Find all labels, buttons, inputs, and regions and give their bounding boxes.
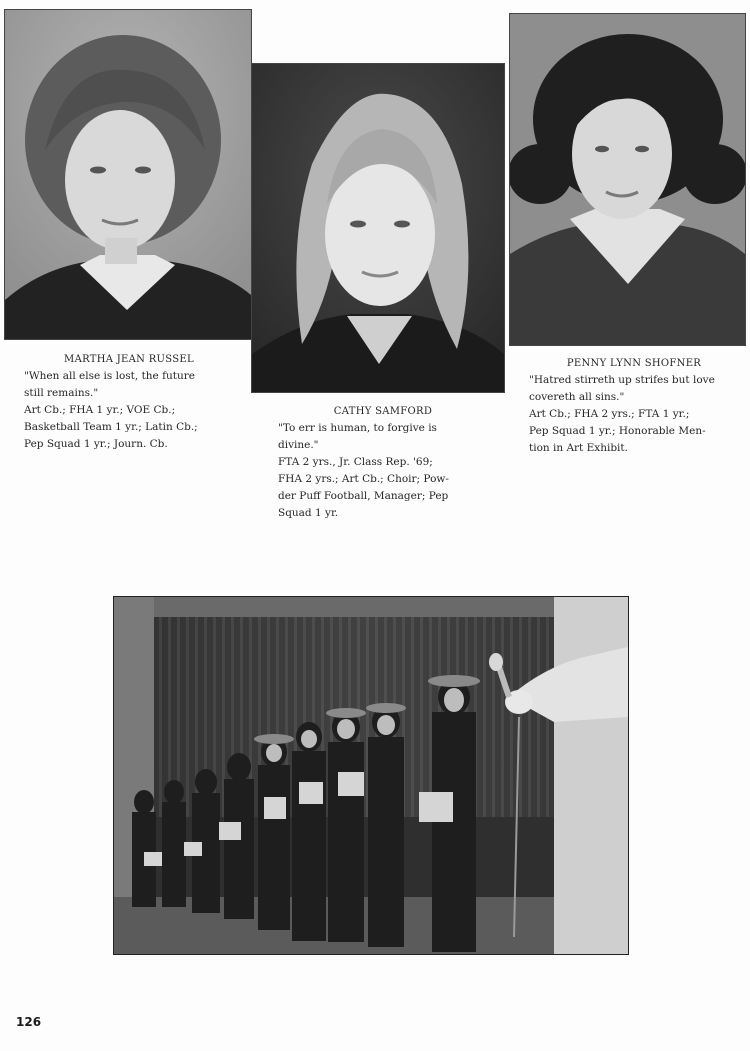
caption-penny-lynn-shofner: [529, 355, 739, 457]
portrait-photo-cathy-samford: [251, 63, 505, 393]
portrait-photo-penny-lynn-shofner: [509, 13, 746, 346]
caption-martha-jean-russel: [24, 351, 234, 453]
caption-line: Basketball Team 1 yr.; Latin Cb.;: [24, 421, 198, 433]
caption-line: Pep Squad 1 yr.; Journ. Cb.: [24, 438, 168, 450]
caption-line: covereth all sins.": [529, 391, 625, 403]
caption-line: "When all else is lost, the future: [24, 370, 195, 382]
caption-line: Art Cb.; FHA 2 yrs.; FTA 1 yr.;: [529, 408, 690, 420]
student-name: MARTHA JEAN RUSSEL: [64, 354, 194, 365]
caption-line: divine.": [278, 439, 319, 451]
portrait-photo-martha-jean-russel: [4, 9, 252, 340]
caption-line: "To err is human, to forgive is: [278, 422, 437, 434]
caption-line: still remains.": [24, 387, 99, 399]
page-number: 126: [16, 1015, 42, 1029]
group-photo: [113, 596, 629, 955]
caption-cathy-samford: [278, 403, 488, 522]
caption-line: FTA 2 yrs., Jr. Class Rep. '69;: [278, 456, 433, 468]
caption-line: Squad 1 yr.: [278, 507, 339, 519]
caption-line: Art Cb.; FHA 1 yr.; VOE Cb.;: [24, 404, 176, 416]
caption-line: der Puff Football, Manager; Pep: [278, 490, 449, 502]
caption-line: "Hatred stirreth up strifes but love: [529, 374, 715, 386]
caption-line: Pep Squad 1 yr.; Honorable Men-: [529, 425, 706, 437]
caption-line: FHA 2 yrs.; Art Cb.; Choir; Pow-: [278, 473, 449, 485]
caption-line: tion in Art Exhibit.: [529, 442, 628, 454]
student-name: PENNY LYNN SHOFNER: [566, 358, 702, 369]
student-name: CATHY SAMFORD: [333, 406, 433, 417]
